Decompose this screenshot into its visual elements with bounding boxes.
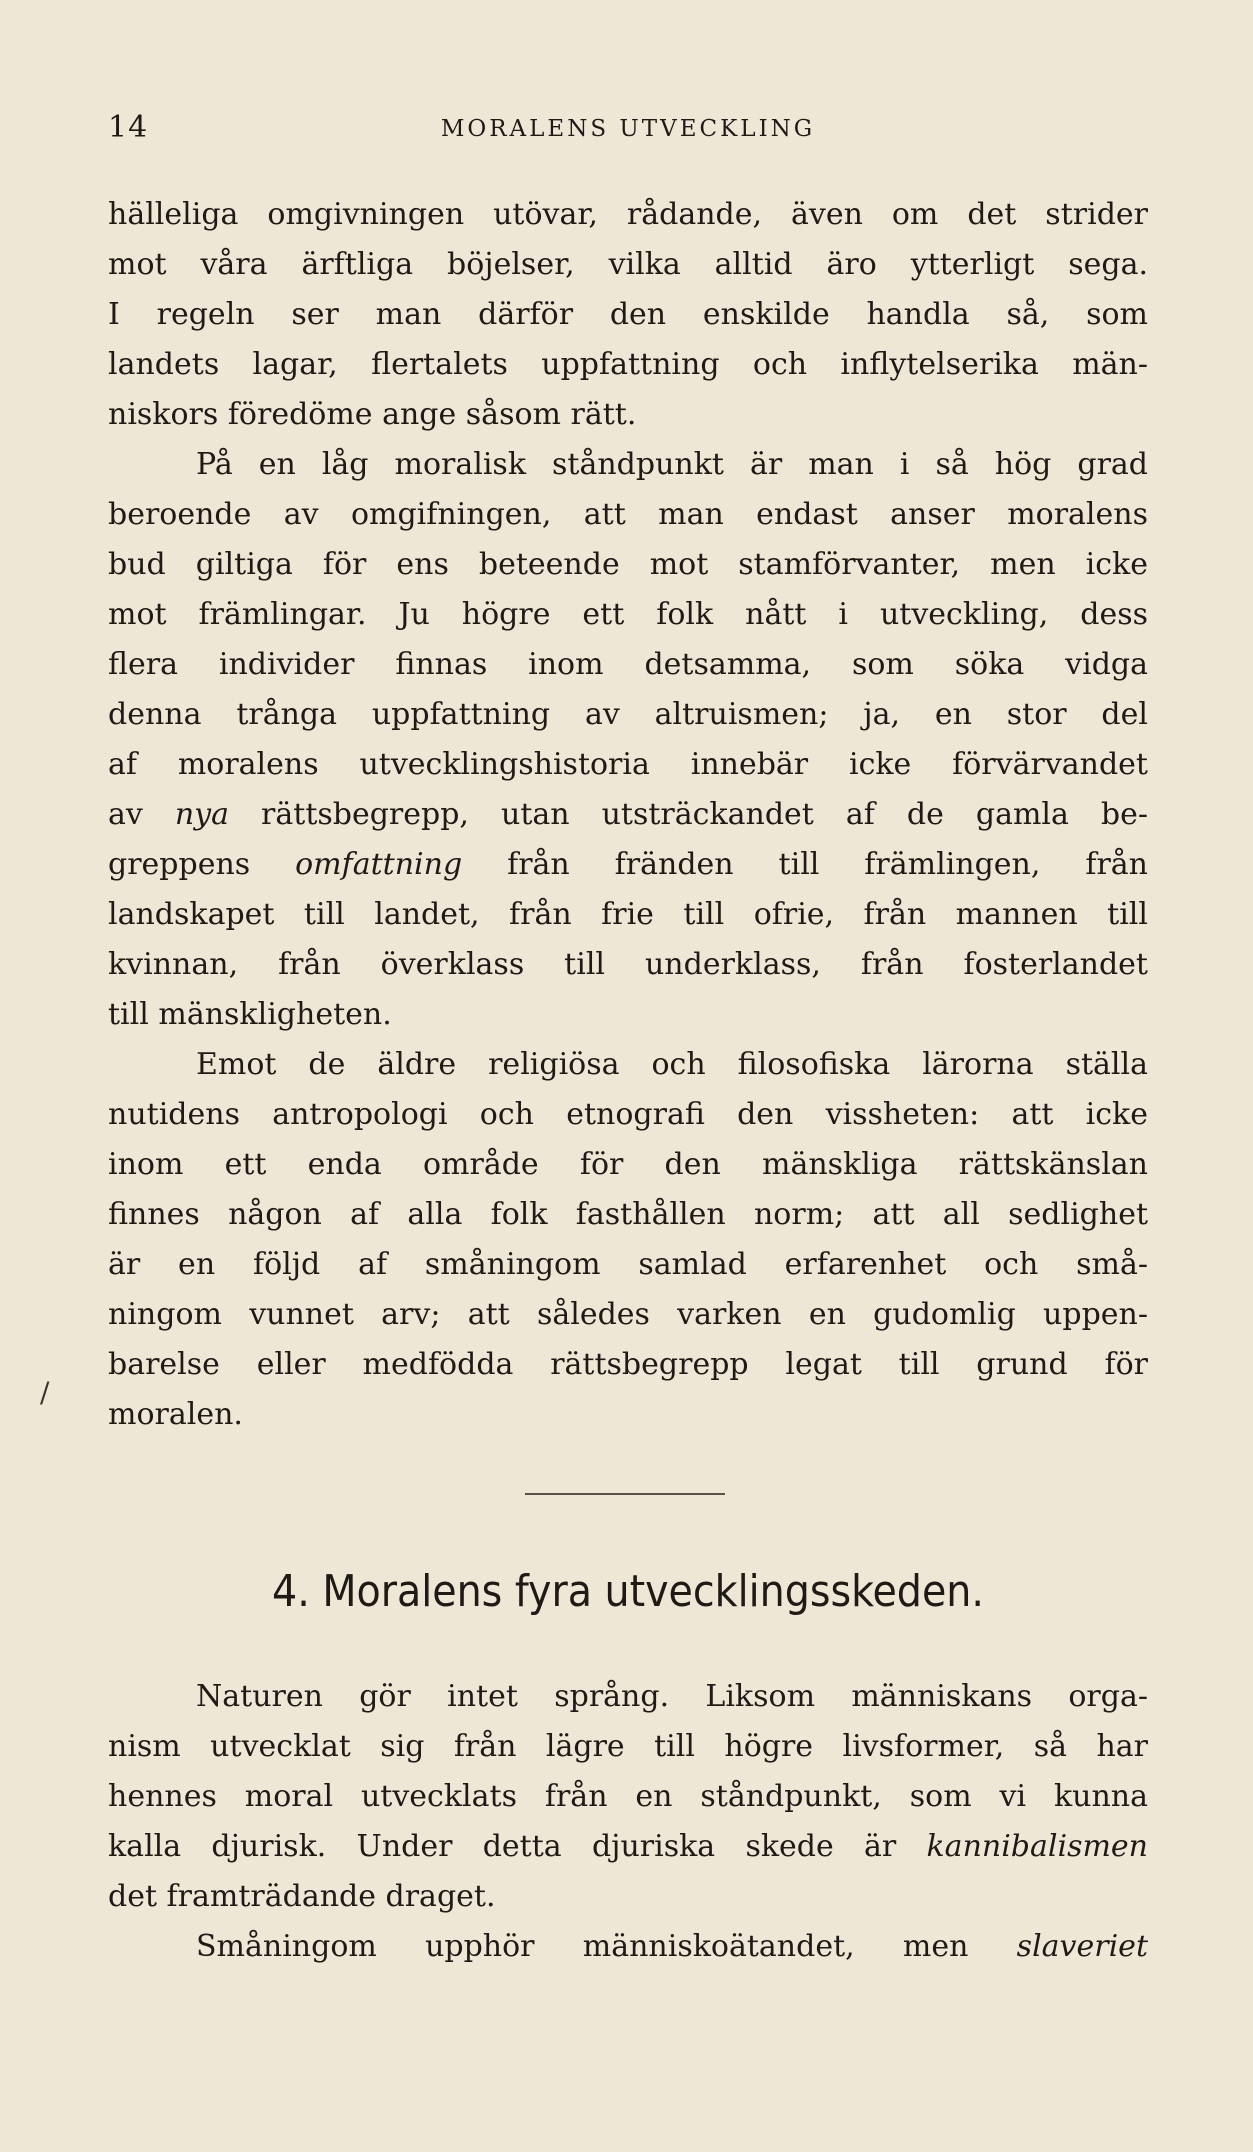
text-line: finnes någon af alla folk fasthållen norm; att all sedlighet — [108, 1197, 1148, 1232]
body-text-block-1 — [108, 190, 1148, 1440]
text-line: moralen. — [108, 1397, 243, 1432]
text-line-with-italic — [108, 1822, 1148, 1872]
text-line: ningom vunnet arv; att således varken en gudomlig uppen- — [108, 1297, 1148, 1332]
margin-mark: / — [40, 1376, 50, 1409]
text-line: barelse eller medfödda rättsbegrepp legat till grund för — [108, 1347, 1148, 1382]
text-run: kalla djurisk. Under detta djuriska skede är — [108, 1829, 927, 1864]
text-run: rättsbegrepp, utan utsträckandet af de gamla be- — [229, 797, 1148, 832]
text-line: inom ett enda område för den mänskliga rättskänslan — [108, 1147, 1148, 1182]
text-line: niskors föredöme ange såsom rätt. — [108, 397, 637, 432]
text-line: denna trånga uppfattning av altruismen; ja, en stor del — [108, 697, 1148, 732]
text-line: flera individer finnas inom detsamma, som söka vidga — [108, 647, 1148, 682]
text-line-with-italic — [108, 840, 1148, 890]
text-line: mot främlingar. Ju högre ett folk nått i utveckling, dess — [108, 597, 1148, 632]
page-number: 14 — [108, 110, 149, 145]
text-line: Naturen gör intet språng. Liksom människans orga- — [196, 1679, 1148, 1714]
italic-word: nya — [174, 797, 230, 832]
text-line: bud giltiga för ens beteende mot stamförvanter, men icke — [108, 547, 1148, 582]
body-text-block-2 — [108, 1672, 1148, 1972]
text-line: hälleliga omgivningen utövar, rådande, även om det strider — [108, 197, 1148, 232]
text-line: hennes moral utvecklats från en ståndpunkt, som vi kunna — [108, 1779, 1148, 1814]
italic-word: omfattning — [295, 847, 463, 882]
section-heading: 4. Moralens fyra utvecklingsskeden. — [272, 1566, 984, 1617]
text-run: från fränden till främlingen, från — [462, 847, 1148, 882]
running-head: MORALENS UTVECKLING — [440, 116, 816, 142]
text-line-with-italic — [108, 790, 1148, 840]
text-line: beroende av omgifningen, att man endast anser moralens — [108, 497, 1148, 532]
text-line: landskapet till landet, från frie till ofrie, från mannen till — [108, 897, 1148, 932]
page-header — [108, 110, 1148, 150]
text-line: nism utvecklat sig från lägre till högre livsformer, så har — [108, 1729, 1148, 1764]
text-line: mot våra ärftliga böjelser, vilka alltid äro ytterligt sega. — [108, 247, 1148, 282]
text-line: det framträdande draget. — [108, 1879, 496, 1914]
text-run: greppens — [108, 847, 296, 882]
text-line-with-italic — [108, 1922, 1148, 1972]
text-run: av — [108, 797, 175, 832]
section-divider — [525, 1493, 725, 1495]
italic-word: slaveriet — [1016, 1929, 1148, 1964]
text-line: Emot de äldre religiösa och filosofiska lärorna ställa — [196, 1047, 1148, 1082]
text-run: Småningom upphör människoätandet, men — [196, 1929, 1017, 1964]
text-line: till mänskligheten. — [108, 997, 392, 1032]
text-line: nutidens antropologi och etnografi den vissheten: att icke — [108, 1097, 1148, 1132]
text-line: I regeln ser man därför den enskilde handla så, som — [108, 297, 1148, 332]
italic-word: kannibalismen — [926, 1829, 1148, 1864]
text-line: är en följd af småningom samlad erfarenhet och små- — [108, 1247, 1148, 1282]
text-line: På en låg moralisk ståndpunkt är man i så hög grad — [196, 447, 1148, 482]
text-line: kvinnan, från överklass till underklass, från fosterlandet — [108, 947, 1148, 982]
text-line: landets lagar, flertalets uppfattning och inflytelserika män- — [108, 347, 1148, 382]
text-line: af moralens utvecklingshistoria innebär icke förvärvandet — [108, 747, 1148, 782]
